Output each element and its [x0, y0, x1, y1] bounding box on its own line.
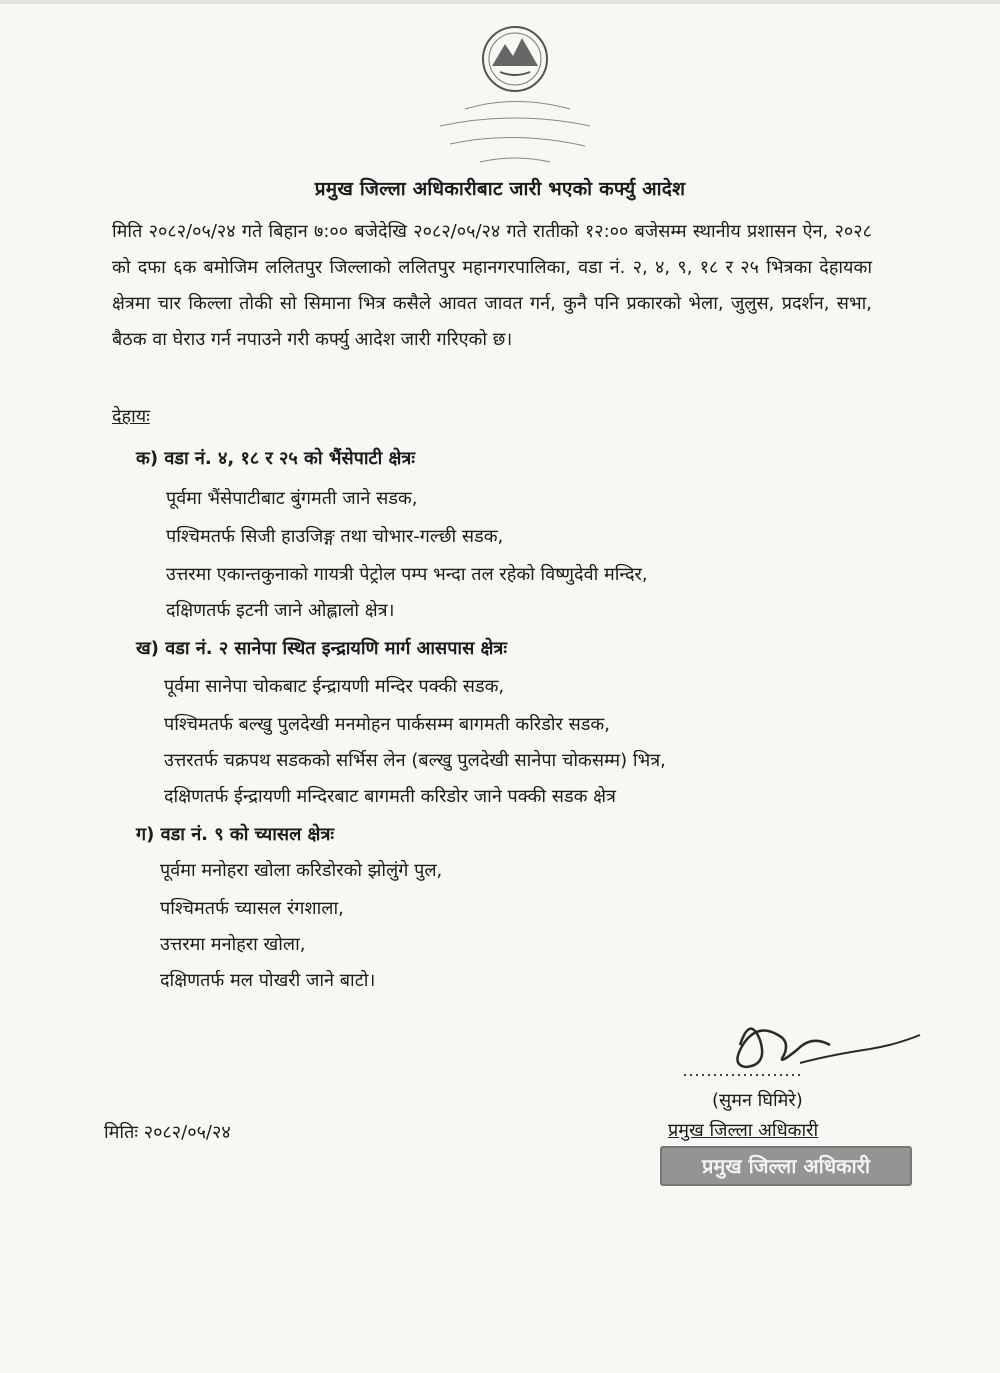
page-title: प्रमुख जिल्ला अधिकारीबाट जारी भएको कर्फ्यु आदेश	[314, 178, 686, 200]
boundary-line: पूर्वमा मनोहरा खोला करिडोरको झोलुंगे पुल,	[160, 860, 443, 881]
boundary-line: दक्षिणतर्फ मल पोखरी जाने बाटो।	[160, 970, 376, 991]
boundary-line: पश्चिमतर्फ च्यासल रंगशाला,	[160, 898, 344, 919]
intro-paragraph: मिति २०८२/०५/२४ गते बिहान ७:०० बजेदेखि २०८२/०५/२४ गते रातीको १२:०० बजेसम्म स्थानीय प्रशासन ऐन, २०२८ को दफा ६क बमोजिम ललितपुर जिल्लाको ललितपुर महानगरपालिका, वडा नं. २, ४, ९, १८ र २५ भित्रका देहायका क्षेत्रमा चार किल्ला तोकी सो सिमाना भित्र कसैले आवत जावत गर्न, कुनै पनि प्रकारको भेला, जुलुस, प्रदर्शन, सभा, बैठक वा घेराउ गर्न नपाउने गरी कर्फ्यु आदेश जारी गरिएको छ।	[112, 221, 872, 350]
signature-scribble-icon	[680, 1005, 940, 1095]
section-heading-ga: ग) वडा नं. ९ को च्यासल क्षेत्रः	[136, 824, 335, 845]
boundary-line: उत्तरमा एकान्तकुनाको गायत्री पेट्रोल पम्प भन्दा तल रहेको विष्णुदेवी मन्दिर,	[166, 564, 648, 585]
document-date: मितिः २०८२/०५/२४	[104, 1122, 231, 1143]
government-seal	[420, 14, 610, 169]
boundary-line: उत्तरतर्फ चक्रपथ सडकको सर्भिस लेन (बल्खु पुलदेखी सानेपा चोकसम्म) भित्र,	[164, 750, 666, 771]
boundary-line: पश्चिमतर्फ सिजी हाउजिङ्ग तथा चोभार-गल्छी सडक,	[166, 526, 504, 547]
boundary-line: पश्चिमतर्फ बल्खु पुलदेखी मनमोहन पार्कसम्म बागमती करिडोर सडक,	[164, 714, 610, 735]
official-stamp: प्रमुख जिल्ला अधिकारी	[660, 1146, 912, 1186]
signer-name: (सुमन घिमिरे)	[712, 1090, 803, 1111]
section-heading-ka: क) वडा नं. ४, १८ र २५ को भैंसेपाटी क्षेत्रः	[136, 448, 415, 469]
boundary-line: पूर्वमा सानेपा चोकबाट ईन्द्रायणी मन्दिर पक्की सडक,	[164, 676, 505, 697]
section-heading-kha: ख) वडा नं. २ सानेपा स्थित इन्द्रायणि मार्ग आसपास क्षेत्रः	[136, 638, 507, 659]
handwritten-signature	[680, 1005, 940, 1095]
details-heading: देहायः	[112, 406, 150, 427]
boundary-line: दक्षिणतर्फ इटनी जाने ओह्लालो क्षेत्र।	[166, 600, 395, 621]
signer-title: प्रमुख जिल्ला अधिकारी	[668, 1120, 819, 1141]
seal-emblem-icon	[420, 14, 610, 169]
scan-edge	[0, 0, 1000, 4]
boundary-line: दक्षिणतर्फ ईन्द्रायणी मन्दिरबाट बागमती करिडोर जाने पक्की सडक क्षेत्र	[164, 786, 616, 807]
boundary-line: पूर्वमा भैंसेपाटीबाट बुंगमती जाने सडक,	[166, 488, 418, 509]
boundary-line: उत्तरमा मनोहरा खोला,	[160, 934, 306, 955]
